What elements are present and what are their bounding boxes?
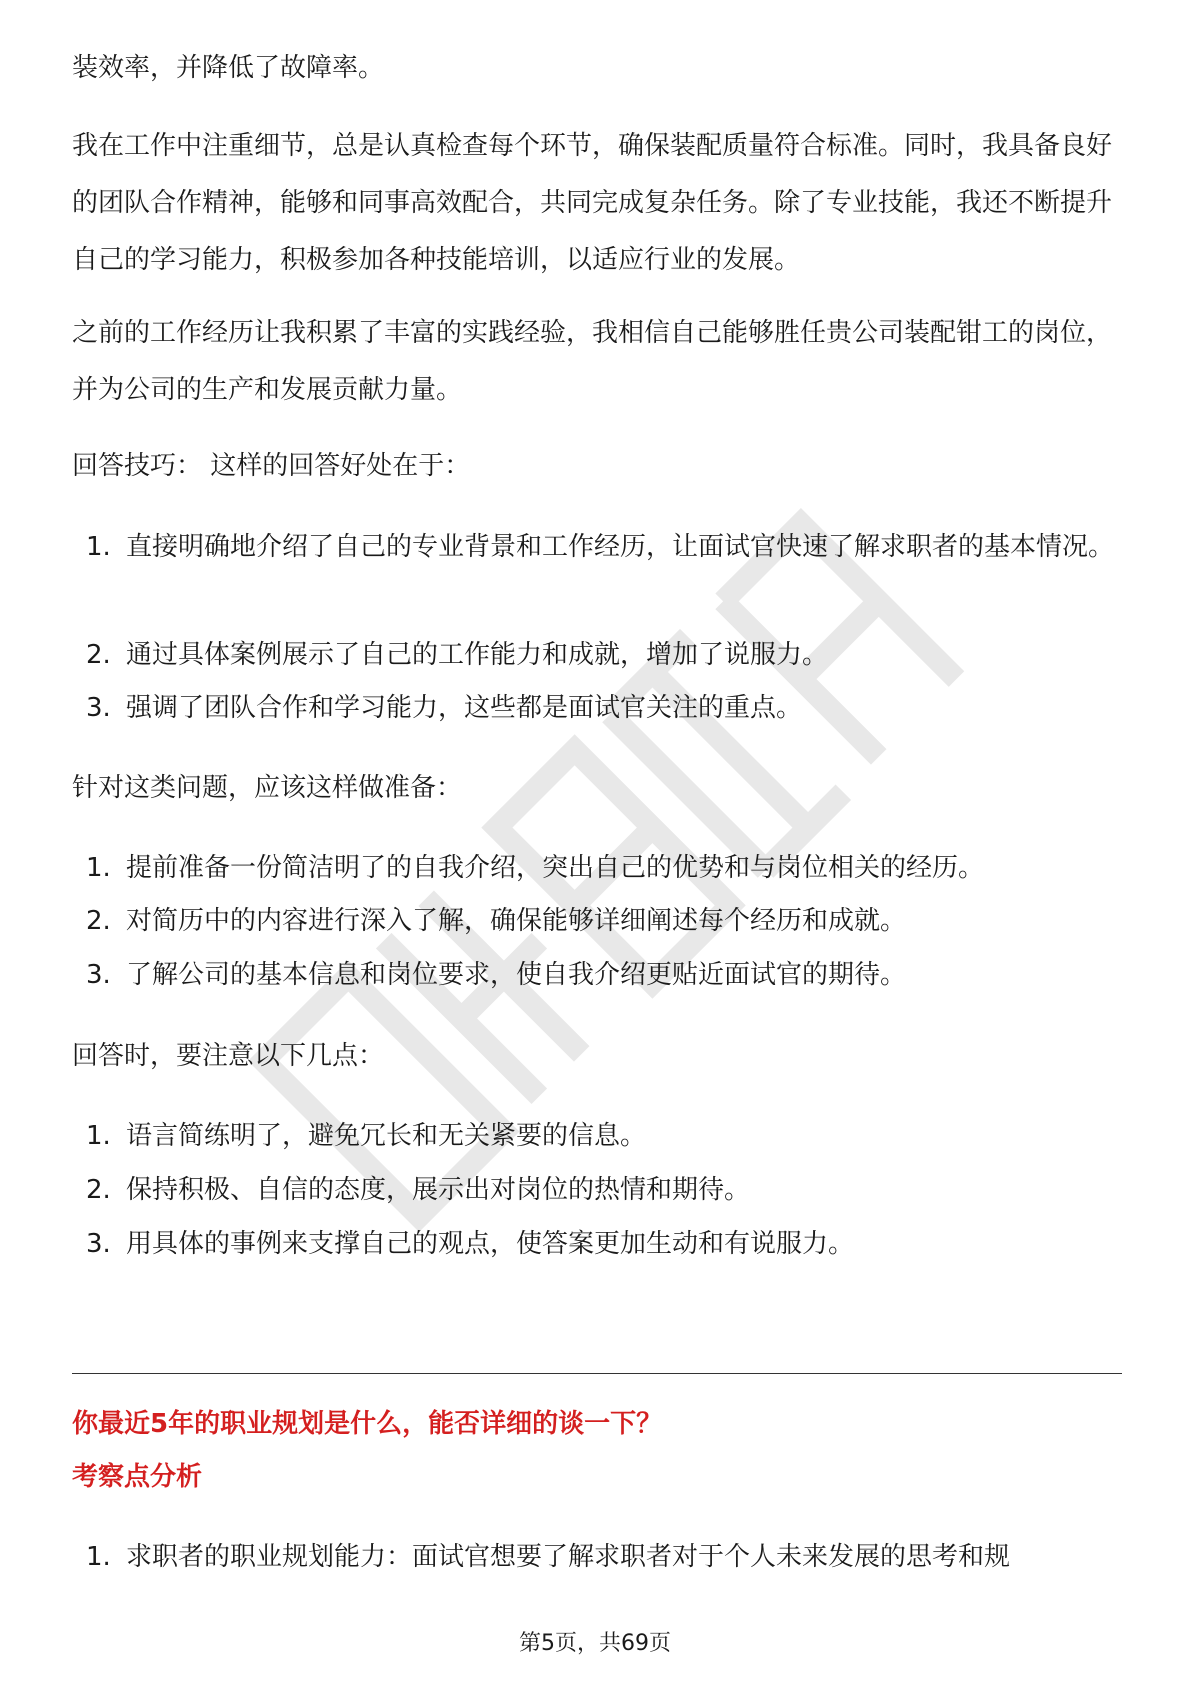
list-text: 保持积极、自信的态度，展示出对岗位的热情和期待。 [126,1175,751,1205]
list-number: 3. [86,1229,111,1259]
paragraph-intro-end: 装效率，并降低了故障率。 [72,53,385,83]
attention-heading: 回答时，要注意以下几点： [72,1041,385,1071]
list-text: 语言简练明了，避免冗长和无关紧要的信息。 [126,1121,647,1151]
list-text: 对简历中的内容进行深入了解，确保能够详细阐述每个经历和成就。 [126,906,907,936]
list-number: 1. [86,532,111,562]
question-title: 你最近5年的职业规划是什么，能否详细的谈一下？ [72,1409,663,1439]
list-text: 了解公司的基本信息和岗位要求，使自我介绍更贴近面试官的期待。 [126,960,907,990]
analysis-heading: 考察点分析 [72,1462,203,1492]
tips-heading: 回答技巧： 这样的回答好处在于： [72,451,471,481]
paragraph-strengths: 我在工作中注重细节，总是认真检查每个环节，确保装配质量符合标准。同时，我具备良好的团队合作精神，能够和同事高效配合，共同完成复杂任务。除了专业技能，我还不断提升自己的学习能力，积极参加各种技能培训，以适应行业的发展。 [72,131,1113,275]
list-number: 1. [86,853,111,883]
list-number: 2. [86,1175,111,1205]
list-text: 求职者的职业规划能力：面试官想要了解求职者对于个人未来发展的思考和规 [126,1542,1011,1572]
list-number: 3. [86,960,111,990]
list-number: 1. [86,1542,111,1572]
section-divider [72,1373,1122,1374]
prepare-heading: 针对这类问题，应该这样做准备： [72,773,463,803]
list-text: 强调了团队合作和学习能力，这些都是面试官关注的重点。 [126,693,803,723]
list-number: 2. [86,640,111,670]
list-number: 1. [86,1121,111,1151]
list-number: 3. [86,693,111,723]
list-text: 直接明确地介绍了自己的专业背景和工作经历，让面试官快速了解求职者的基本情况。 [126,532,1115,562]
paragraph-conclusion: 之前的工作经历让我积累了丰富的实践经验，我相信自己能够胜任贵公司装配钳工的岗位，并为公司的生产和发展贡献力量。 [72,318,1113,405]
list-text: 通过具体案例展示了自己的工作能力和成就，增加了说服力。 [126,640,829,670]
list-text: 提前准备一份简洁明了的自我介绍，突出自己的优势和与岗位相关的经历。 [126,853,985,883]
list-text: 用具体的事例来支撑自己的观点，使答案更加生动和有说服力。 [126,1229,855,1259]
page-number: 第5页，共69页 [519,1631,671,1656]
list-number: 2. [86,906,111,936]
